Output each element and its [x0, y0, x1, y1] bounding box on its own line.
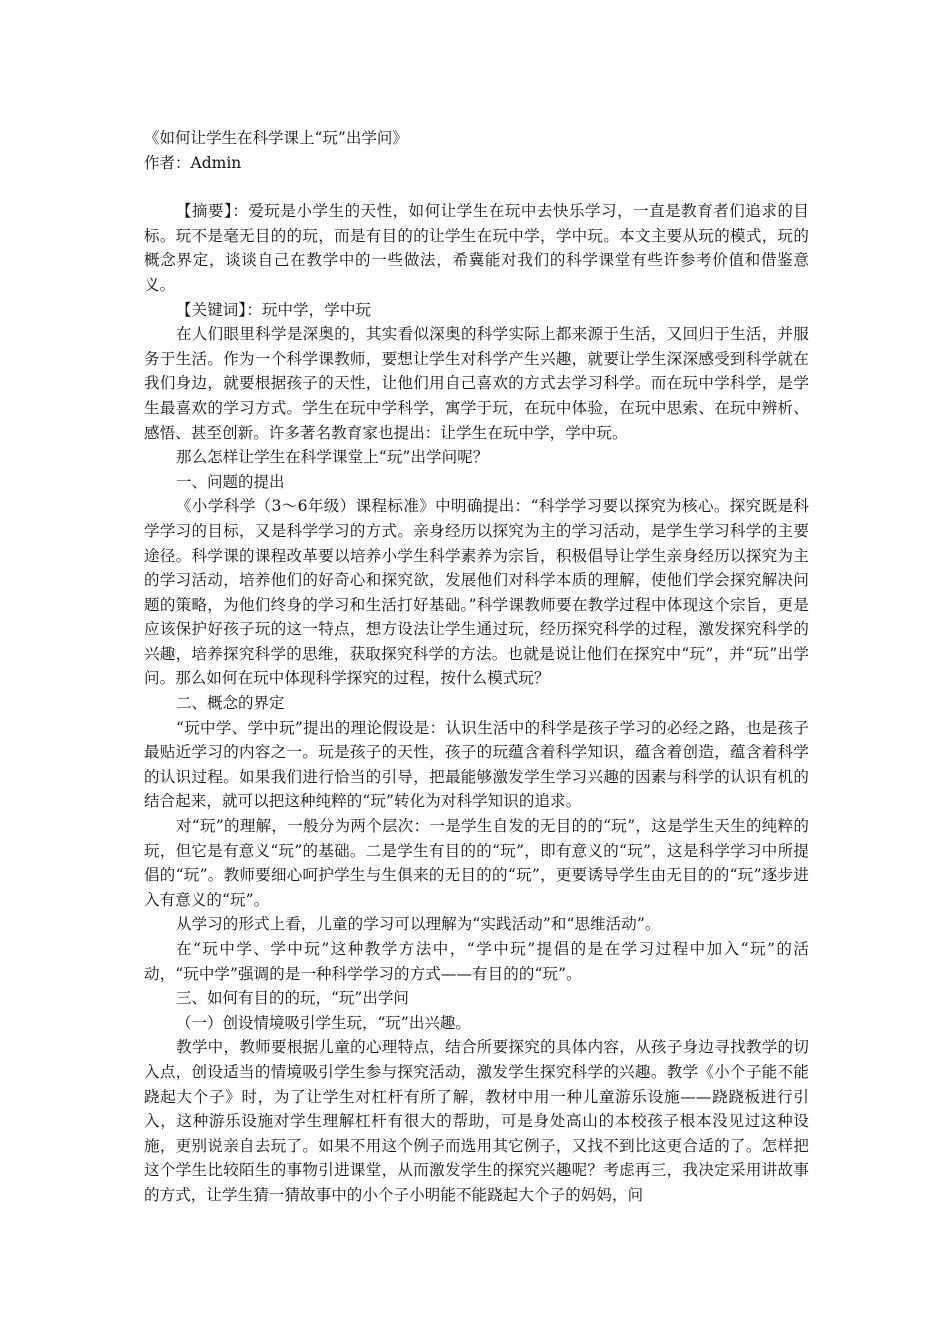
abstract-paragraph: 【摘要】：爱玩是小学生的天性，如何让学生在玩中去快乐学习，一直是教育者们追求的目标。玩不是毫无目的的玩，而是有目的的让学生在玩中学，学中玩。本文主要从玩的模式，玩的概念界定，谈谈自己在教学中的一些做法，希冀能对我们的科学课堂有些许参考价值和借鉴意义。 — [144, 202, 809, 294]
intro-paragraph: 在人们眼里科学是深奥的，其实看似深奥的科学实际上都来源于生活，又回归于生活，并服务于生活。作为一个科学课教师，要想让学生对科学产生兴趣，就要让学生深深感受到科学就在我们身边，就要根据孩子的天性，让他们用自己喜欢的方式去学习科学。而在玩中学科学，是学生最喜欢的学习方式。学生在玩中学科学，寓学于玩，在玩中体验，在玩中思索、在玩中辨析、感悟、甚至创新。许多著名教育家也提出：让学生在玩中学，学中玩。 — [144, 325, 809, 442]
body-paragraph: 从学习的形式上看，儿童的学习可以理解为“实践活动”和“思维活动”。 — [176, 915, 661, 934]
section-heading-3: 三、如何有目的的玩，“玩”出学问 — [176, 989, 409, 1008]
body-paragraph: 在“玩中学、学中玩”这种教学方法中，“学中玩”提倡的是在学习过程中加入“玩”的活动，“玩中学”强调的是一种科学学习的方式——有目的的“玩”。 — [144, 940, 809, 983]
document-page — [144, 126, 809, 1208]
subsection-heading-1: （一）创设情境吸引学生玩，“玩”出兴趣。 — [176, 1013, 471, 1032]
section-heading-2: 二、概念的界定 — [176, 694, 285, 713]
section-heading-1: 一、问题的提出 — [176, 472, 285, 491]
document-author: 作者：Admin — [144, 153, 242, 172]
keywords-paragraph: 【关键词】：玩中学，学中玩 — [176, 300, 372, 319]
body-paragraph: 《小学科学（3～6年级）课程标准》中明确提出：“科学学习要以探究为核心。探究既是科学学习的目标，又是科学学习的方式。亲身经历以探究为主的学习活动，是学生学习科学的主要途径。科学课的课程改革要以培养小学生科学素养为宗旨，积极倡导让学生亲身经历以探究为主的学习活动，培养他们的好奇心和探究欲，发展他们对科学本质的理解，使他们学会探究解决问题的策略，为他们终身的学习和生活打好基础。”科学课教师要在教学过程中体现这个宗旨，更是应该保护好孩子玩的这一特点，想方设法让学生通过玩，经历探究科学的过程，激发探究科学的兴趣，培养探究科学的思维，获取探究科学的方法。也就是说让他们在探究中“玩”，并“玩”出学问。那么如何在玩中体现科学探究的过程，按什么模式玩？ — [144, 497, 809, 688]
body-paragraph: “玩中学、学中玩”提出的理论假设是：认识生活中的科学是孩子学习的必经之路，也是孩子最贴近学习的内容之一。玩是孩子的天性，孩子的玩蕴含着科学知识，蕴含着创造，蕴含着科学的认识过程。如果我们进行恰当的引导，把最能够激发学生学习兴趣的因素与科学的认识有机的结合起来，就可以把这种纯粹的“玩”转化为对科学知识的追求。 — [144, 718, 809, 811]
question-paragraph: 那么怎样让学生在科学课堂上“玩”出学问呢？ — [176, 448, 489, 467]
body-paragraph: 对“玩”的理解，一般分为两个层次：一是学生自发的无目的的“玩”，这是学生天生的纯粹的玩，但它是有意义“玩”的基础。二是学生有目的的“玩”，即有意义的“玩”，这是科学学习中所提倡的“玩”。教师要细心呵护学生与生俱来的无目的的“玩”，更要诱导学生由无目的的“玩”逐步进入有意义的“玩”。 — [144, 817, 809, 909]
document-title: 《如何让学生在科学课上“玩”出学问》 — [144, 129, 408, 147]
body-paragraph: 教学中，教师要根据儿童的心理特点，结合所要探究的具体内容，从孩子身边寻找教学的切入点，创设适当的情境吸引学生参与探究活动，激发学生探究科学的兴趣。教学《小个子能不能跷起大个子》时，为了让学生对杠杆有所了解，教材中用一种儿童游乐设施——跷跷板进行引入，这种游乐设施对学生理解杠杆有很大的帮助，可是身处高山的本校孩子根本没见过这种设施，更别说亲自去玩了。如果不用这个例子而选用其它例子，又找不到比这更合适的了。怎样把这个学生比较陌生的事物引进课堂，从而激发学生的探究兴趣呢？考虑再三，我决定采用讲故事的方式，让学生猜一猜故事中的小个子小明能不能跷起大个子的妈妈，问 — [144, 1038, 809, 1204]
blank-line — [144, 175, 809, 199]
